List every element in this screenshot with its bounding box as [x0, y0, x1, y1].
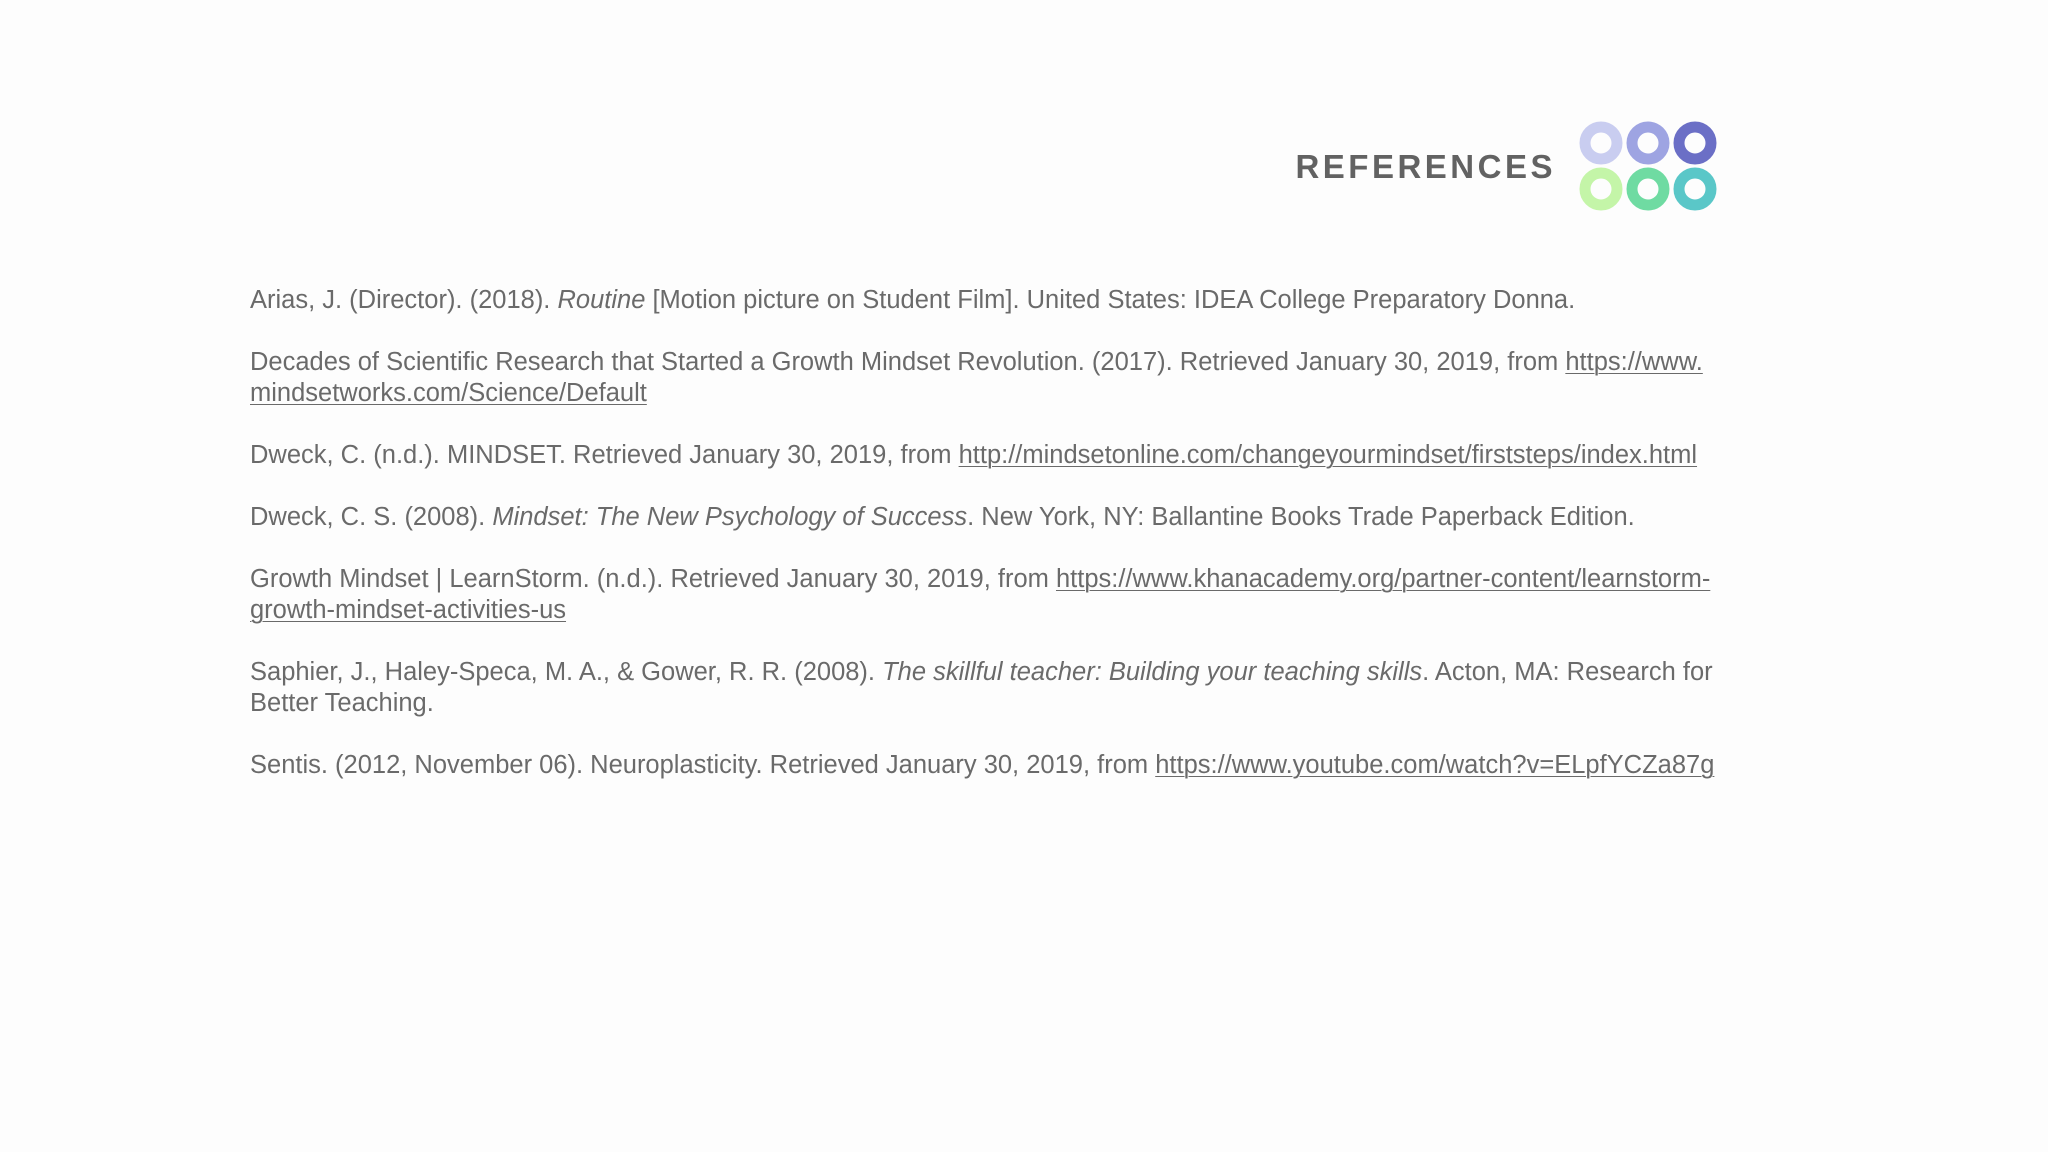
page-title: REFERENCES	[1295, 148, 1556, 185]
reference-text: . Acton, MA: Research for Better Teaching.	[250, 658, 1713, 717]
reference-text: Saphier, J., Haley-Speca, M. A., & Gower, R. R. (2008).	[250, 658, 883, 686]
logo-ring	[1632, 173, 1664, 205]
circles-logo-icon	[1579, 120, 1719, 214]
reference-text: Sentis. (2012, November 06). Neuroplasticity. Retrieved January 30, 2019, from	[250, 751, 1156, 779]
reference-list	[250, 285, 1720, 812]
reference-item	[250, 285, 1720, 316]
reference-item	[250, 564, 1720, 626]
reference-title: Mindset: The New Psychology of Success	[492, 503, 968, 531]
logo-ring	[1679, 173, 1711, 205]
reference-link[interactable]: https://www.mindsetworks.com/Science/Default	[250, 348, 1703, 407]
reference-text: Decades of Scientific Research that Started a Growth Mindset Revolution. (2017). Retrieved January 30, 2019, from	[250, 348, 1566, 376]
reference-text: Arias, J. (Director). (2018).	[250, 286, 558, 314]
logo-ring	[1679, 127, 1711, 159]
logo-ring	[1632, 127, 1664, 159]
reference-item	[250, 347, 1720, 409]
reference-title: Routine	[557, 286, 646, 314]
logo-ring	[1585, 173, 1617, 205]
reference-link[interactable]: https://www.youtube.com/watch?v=ELpfYCZa87g	[1155, 751, 1715, 779]
reference-item	[250, 657, 1720, 719]
reference-link[interactable]: https://www.khanacademy.org/partner-content/learnstorm-growth-mindset-activities-us	[250, 565, 1711, 624]
reference-item	[250, 440, 1720, 471]
reference-text: Dweck, C. (n.d.). MINDSET. Retrieved January 30, 2019, from	[250, 441, 959, 469]
reference-text: Dweck, C. S. (2008).	[250, 503, 493, 531]
reference-text: . New York, NY: Ballantine Books Trade Paperback Edition.	[967, 503, 1635, 531]
logo-ring	[1585, 127, 1617, 159]
reference-item	[250, 502, 1720, 533]
reference-item	[250, 750, 1720, 781]
reference-text: Growth Mindset | LearnStorm. (n.d.). Retrieved January 30, 2019, from	[250, 565, 1056, 593]
reference-link[interactable]: http://mindsetonline.com/changeyourmindset/firststeps/index.html	[958, 441, 1698, 469]
reference-title: The skillful teacher: Building your teaching skills	[882, 658, 1423, 686]
reference-text: [Motion picture on Student Film]. United States: IDEA College Preparatory Donna.	[645, 286, 1576, 314]
